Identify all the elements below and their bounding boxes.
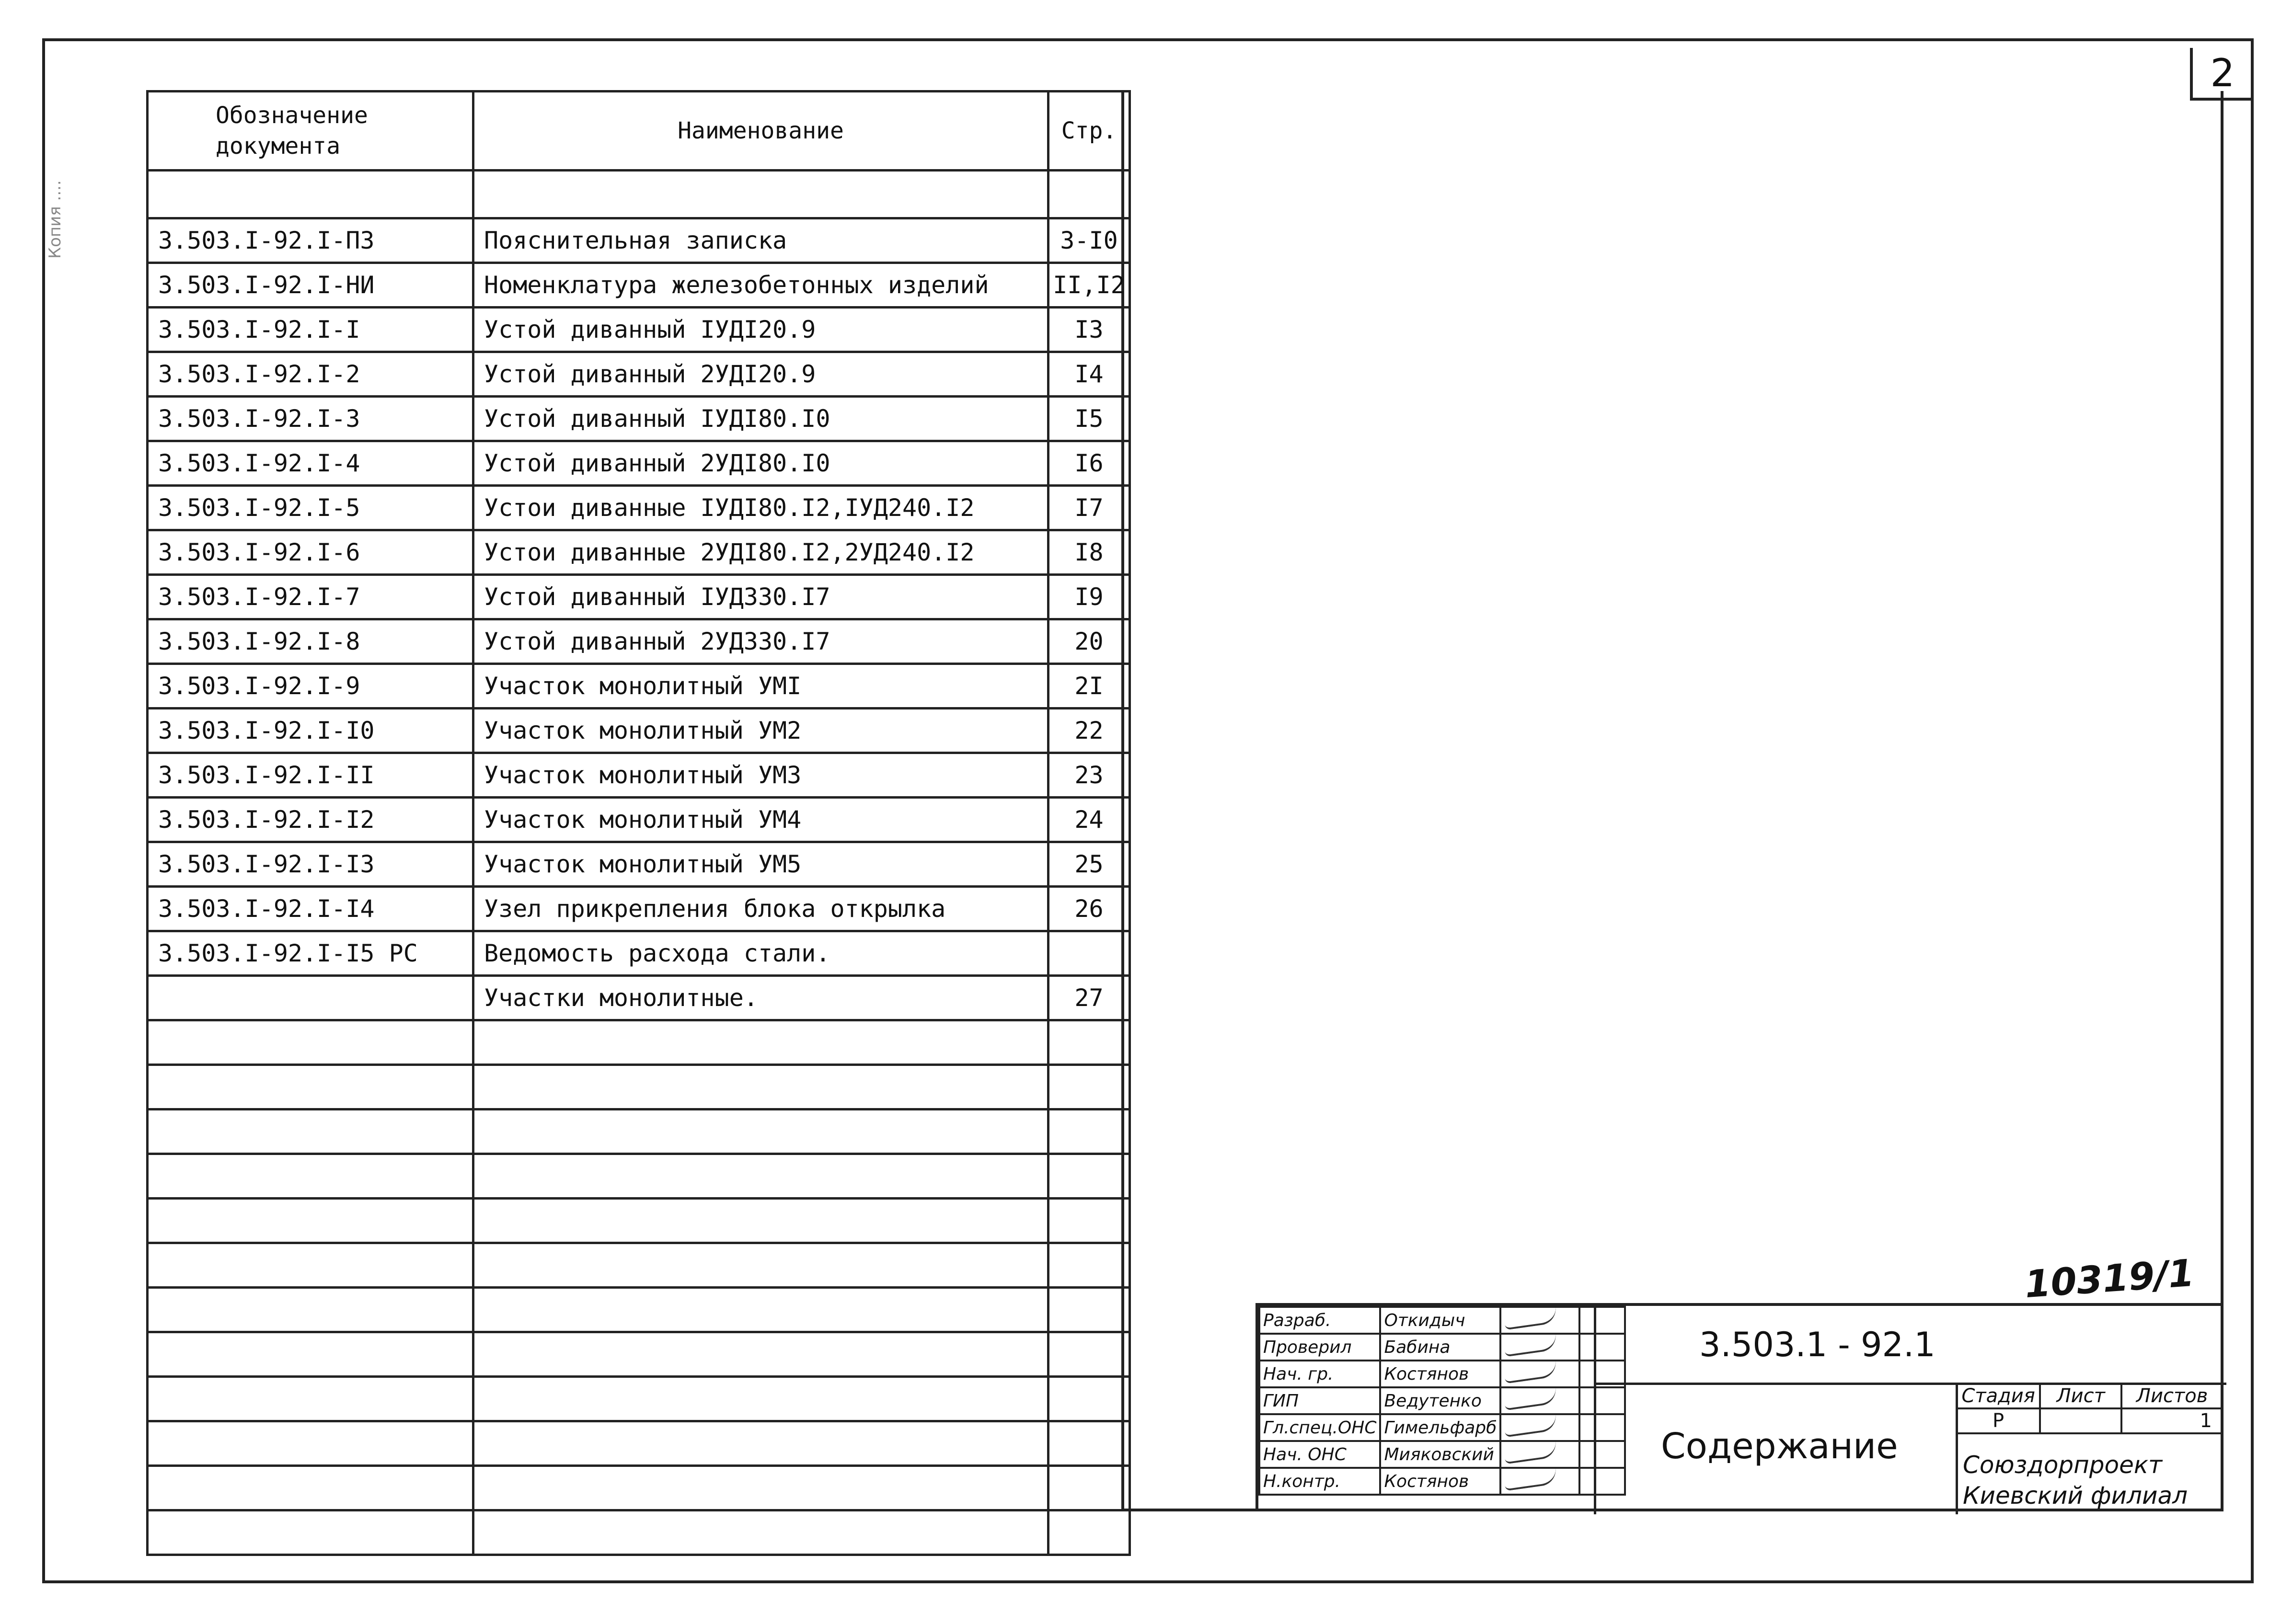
row-code: 3.503.I-92.I-НИ: [148, 263, 473, 308]
table-row: [148, 486, 1130, 530]
title-block: [1256, 1303, 2223, 1511]
sheets-value: 1: [2121, 1408, 2223, 1433]
table-row: [148, 441, 1130, 486]
empty-row: [148, 1332, 1130, 1377]
row-code: 3.503.I-92.I-5: [148, 486, 473, 530]
margin-stamp: Копия ....: [46, 180, 65, 259]
table-row: [148, 530, 1130, 575]
table-row: [148, 263, 1130, 308]
row-code: 3.503.I-92.I-ПЗ: [148, 218, 473, 263]
row-page: I6: [1048, 441, 1130, 486]
signature-date: [1579, 1441, 1625, 1468]
row-name: Устои диванные IУДI80.I2,IУД240.I2: [473, 486, 1048, 530]
row-page: I3: [1048, 308, 1130, 352]
signature-role: ГИП: [1259, 1387, 1380, 1414]
row-name: Пояснительная записка: [473, 218, 1048, 263]
organization-branch: Киевский филиал: [1963, 1482, 2188, 1510]
table-row: [148, 709, 1130, 753]
signature-row: [1259, 1441, 1625, 1468]
row-name: Участок монолитный УМ3: [473, 753, 1048, 798]
row-code: 3.503.I-92.I-I2: [148, 798, 473, 842]
signature-mark: [1500, 1387, 1579, 1414]
row-page: [1048, 931, 1130, 976]
handwritten-signature: [1504, 1468, 1558, 1491]
row-code: 3.503.I-92.I-3: [148, 397, 473, 441]
signature-mark: [1500, 1468, 1579, 1495]
signature-name: Гимельфарб: [1380, 1414, 1500, 1441]
empty-row: [148, 1377, 1130, 1421]
row-name: Участок монолитный УМI: [473, 664, 1048, 709]
row-name: Устой диванный 2УДI20.9: [473, 352, 1048, 397]
table-row: [148, 931, 1130, 976]
table-row: [148, 664, 1130, 709]
empty-row: [148, 1466, 1130, 1510]
signature-role: Н.контр.: [1259, 1468, 1380, 1495]
sheets-label: Листов: [2121, 1384, 2223, 1408]
row-page: I7: [1048, 486, 1130, 530]
signature-row: [1259, 1414, 1625, 1441]
row-page: II,I2: [1048, 263, 1130, 308]
handwritten-signature: [1504, 1361, 1558, 1384]
signature-name: Костянов: [1380, 1468, 1500, 1495]
row-code: [148, 976, 473, 1020]
signature-role: Нач. гр.: [1259, 1361, 1380, 1387]
row-page: 3-I0: [1048, 218, 1130, 263]
signature-date: [1579, 1414, 1625, 1441]
row-code: 3.503.I-92.I-I4: [148, 887, 473, 931]
handwritten-signature: [1504, 1387, 1558, 1410]
row-name: Устои диванные 2УДI80.I2,2УД240.I2: [473, 530, 1048, 575]
row-page: 20: [1048, 619, 1130, 664]
signature-role: Проверил: [1259, 1334, 1380, 1361]
empty-row: [148, 1421, 1130, 1466]
organization-name: Союздорпроект: [1963, 1451, 2163, 1479]
contents-body: [148, 171, 1130, 1555]
row-code: 3.503.I-92.I-2: [148, 352, 473, 397]
empty-row: [148, 1510, 1130, 1555]
empty-row: [148, 1065, 1130, 1109]
table-row: [148, 308, 1130, 352]
row-page: 23: [1048, 753, 1130, 798]
empty-row: [148, 1020, 1130, 1065]
row-name: Участок монолитный УМ5: [473, 842, 1048, 887]
table-row: [148, 619, 1130, 664]
handwritten-signature: [1504, 1334, 1558, 1357]
sheet-title: Содержание: [1661, 1426, 1898, 1467]
empty-row: [148, 1243, 1130, 1288]
row-page: I8: [1048, 530, 1130, 575]
sheet-value: [2040, 1408, 2121, 1433]
title-block-divider: [1594, 1306, 1596, 1514]
row-code: 3.503.I-92.I-I0: [148, 709, 473, 753]
signature-mark: [1500, 1334, 1579, 1361]
signature-date: [1579, 1334, 1625, 1361]
row-name: Номенклатура железобетонных изделий: [473, 263, 1048, 308]
row-code: 3.503.I-92.I-I: [148, 308, 473, 352]
document-code: 3.503.1 - 92.1: [1699, 1325, 1935, 1364]
header-code: Обозначение документа: [148, 91, 473, 171]
row-name: Устой диванный 2УДI80.I0: [473, 441, 1048, 486]
organization: [1963, 1450, 2188, 1511]
row-page: I4: [1048, 352, 1130, 397]
header-name: Наименование: [473, 91, 1048, 171]
spacer-row: [148, 171, 1130, 218]
row-code: 3.503.I-92.I-7: [148, 575, 473, 619]
signature-role: Гл.спец.ОНС: [1259, 1414, 1380, 1441]
row-code: 3.503.I-92.I-II: [148, 753, 473, 798]
stage-table: [1956, 1383, 2223, 1434]
row-page: I5: [1048, 397, 1130, 441]
contents-table: [146, 90, 1131, 1556]
signature-name: Мияковский: [1380, 1441, 1500, 1468]
row-name: Ведомость расхода стали.: [473, 931, 1048, 976]
row-code: 3.503.I-92.I-9: [148, 664, 473, 709]
signature-body: [1259, 1307, 1625, 1495]
stage-value: Р: [1957, 1408, 2040, 1433]
header-page: Стр.: [1048, 91, 1130, 171]
signature-name: Откидыч: [1380, 1307, 1500, 1334]
handwritten-signature: [1504, 1414, 1558, 1437]
signature-row: [1259, 1307, 1625, 1334]
row-page: 22: [1048, 709, 1130, 753]
row-name: Устой диванный IУДI20.9: [473, 308, 1048, 352]
row-code: 3.503.I-92.I-4: [148, 441, 473, 486]
signature-row: [1259, 1334, 1625, 1361]
row-name: Устой диванный IУДI80.I0: [473, 397, 1048, 441]
signature-name: Бабина: [1380, 1334, 1500, 1361]
row-name: Устой диванный IУД330.I7: [473, 575, 1048, 619]
row-code: 3.503.I-92.I-6: [148, 530, 473, 575]
row-code: 3.503.I-92.I-8: [148, 619, 473, 664]
sheet-label: Лист: [2040, 1384, 2121, 1408]
signature-mark: [1500, 1441, 1579, 1468]
row-page: 25: [1048, 842, 1130, 887]
signature-date: [1579, 1307, 1625, 1334]
empty-row: [148, 1154, 1130, 1199]
row-page: 24: [1048, 798, 1130, 842]
empty-row: [148, 1109, 1130, 1154]
row-page: 2I: [1048, 664, 1130, 709]
inventory-number: 10319/1: [2023, 1251, 2196, 1307]
signature-table: [1258, 1306, 1626, 1496]
row-name: Участок монолитный УМ2: [473, 709, 1048, 753]
signature-name: Ведутенко: [1380, 1387, 1500, 1414]
handwritten-signature: [1504, 1441, 1558, 1464]
table-row: [148, 976, 1130, 1020]
table-row: [148, 397, 1130, 441]
signature-date: [1579, 1387, 1625, 1414]
table-row: [148, 753, 1130, 798]
sheet-number: 2: [2190, 48, 2252, 101]
signature-row: [1259, 1387, 1625, 1414]
signature-date: [1579, 1468, 1625, 1495]
row-page: I9: [1048, 575, 1130, 619]
row-name: Устой диванный 2УД330.I7: [473, 619, 1048, 664]
contents-header-row: [148, 91, 1130, 171]
signature-role: Разраб.: [1259, 1307, 1380, 1334]
signature-mark: [1500, 1361, 1579, 1387]
empty-row: [148, 1199, 1130, 1243]
row-code: 3.503.I-92.I-I3: [148, 842, 473, 887]
signature-mark: [1500, 1307, 1579, 1334]
signature-role: Нач. ОНС: [1259, 1441, 1380, 1468]
row-name: Участок монолитный УМ4: [473, 798, 1048, 842]
row-code: 3.503.I-92.I-I5 РС: [148, 931, 473, 976]
empty-row: [148, 1288, 1130, 1332]
table-row: [148, 798, 1130, 842]
signature-mark: [1500, 1414, 1579, 1441]
table-row: [148, 575, 1130, 619]
stage-label: Стадия: [1957, 1384, 2040, 1408]
table-row: [148, 352, 1130, 397]
signature-name: Костянов: [1380, 1361, 1500, 1387]
row-name: Узел прикрепления блока открылка: [473, 887, 1048, 931]
row-page: 26: [1048, 887, 1130, 931]
signature-row: [1259, 1468, 1625, 1495]
row-page: 27: [1048, 976, 1130, 1020]
table-row: [148, 887, 1130, 931]
signature-row: [1259, 1361, 1625, 1387]
handwritten-signature: [1504, 1307, 1558, 1330]
table-row: [148, 842, 1130, 887]
table-row: [148, 218, 1130, 263]
row-name: Участки монолитные.: [473, 976, 1048, 1020]
